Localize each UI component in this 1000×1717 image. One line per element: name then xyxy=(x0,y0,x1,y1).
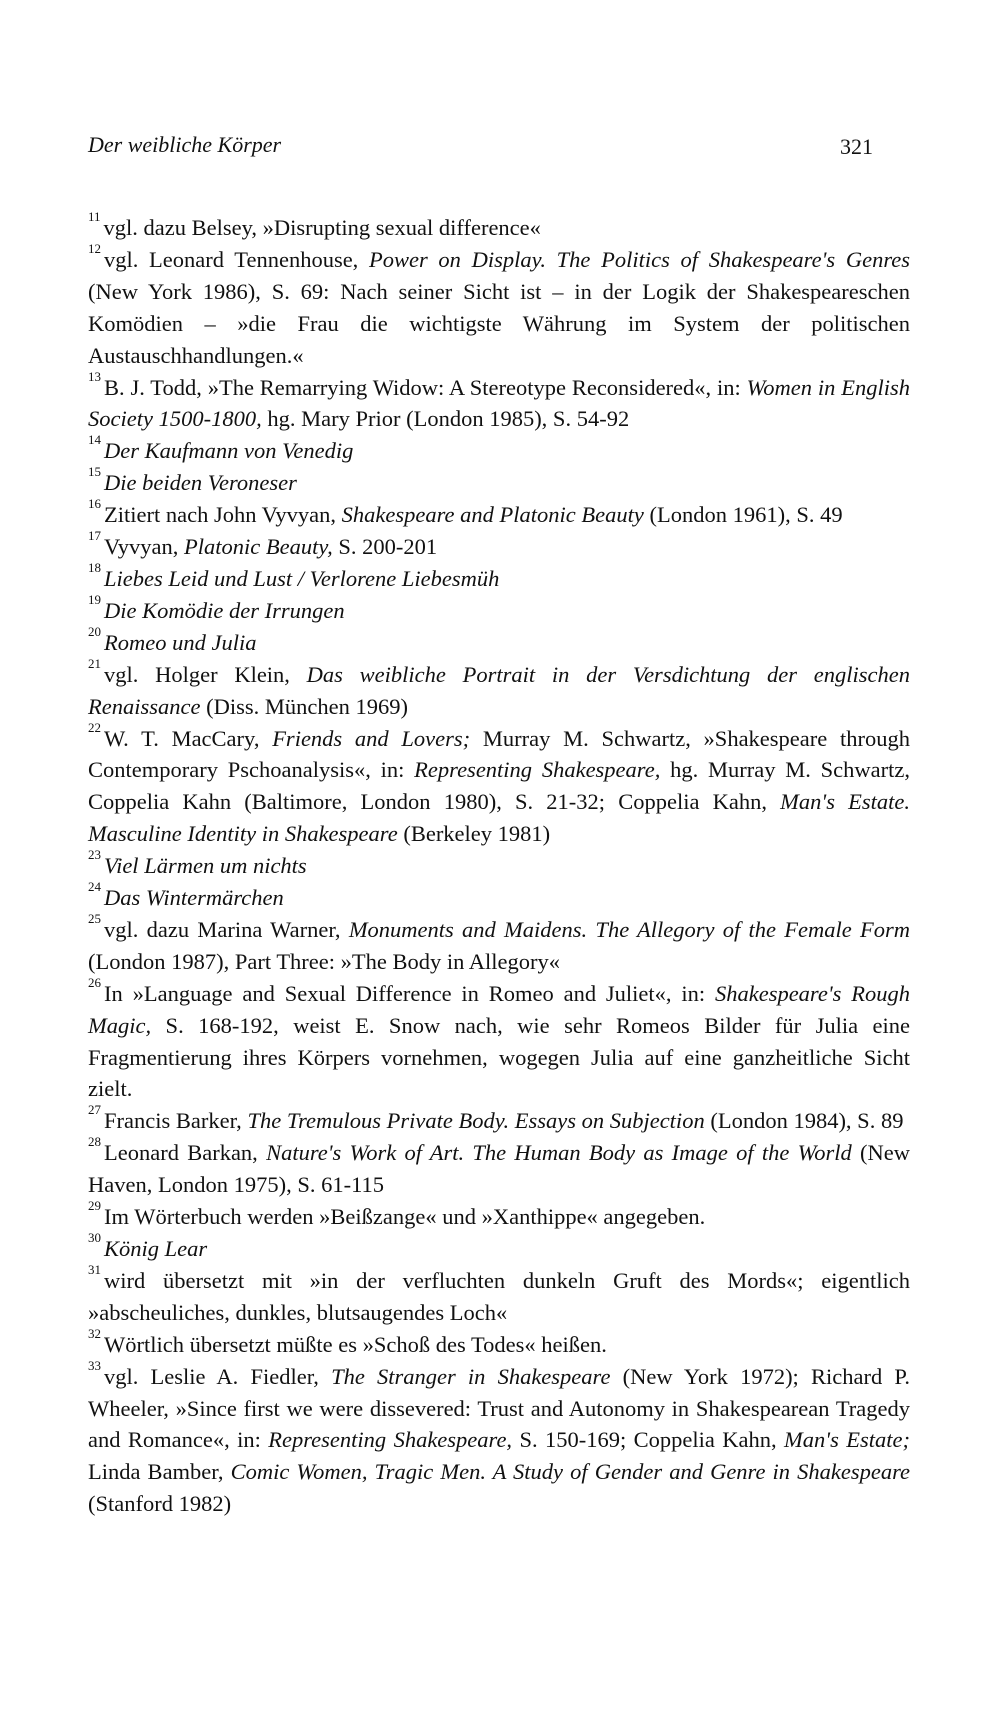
footnote-number: 14 xyxy=(88,432,101,448)
footnote-text: S. 168-192, weist E. Snow nach, wie sehr Romeos Bilder für Julia eine Fragmentierung ihres Körpers vornehmen, wogegen Julia auf eine ganzheitliche Sicht zielt. xyxy=(88,1012,910,1102)
footnote-26 xyxy=(88,974,910,1106)
footnote-title: Representing Shakespeare, xyxy=(414,757,661,783)
footnote-16 xyxy=(88,496,910,531)
footnote-number: 26 xyxy=(88,974,101,990)
footnote-text: (New York 1986), S. 69: Nach seiner Sicht ist – in der Logik der Shakespeareschen Komödien – »die Frau die wichtigste Währung im System der politischen Austauschhandlungen.« xyxy=(88,278,910,368)
footnote-13 xyxy=(88,368,910,436)
footnote-number: 16 xyxy=(88,496,101,512)
footnote-number: 29 xyxy=(88,1198,101,1214)
footnote-30 xyxy=(88,1230,910,1265)
footnote-text: Murray M. Schwartz, »Shakespeare through Contemporary Pschoanalysis«, in: xyxy=(88,725,910,783)
footnote-number: 20 xyxy=(88,623,101,639)
footnote-title: Shakespeare's Rough Magic, xyxy=(88,980,910,1038)
footnote-number: 11 xyxy=(88,209,101,224)
footnote-number: 12 xyxy=(88,240,101,256)
footnote-text: (London 1984), S. 89 xyxy=(704,1108,904,1134)
footnote-title: Das Wintermärchen xyxy=(104,885,284,911)
footnote-title: Man's Estate; xyxy=(784,1427,910,1453)
footnote-text: S. 150-169; Coppelia Kahn, xyxy=(512,1427,785,1453)
footnote-23 xyxy=(88,847,910,882)
footnote-number: 23 xyxy=(88,847,101,863)
footnote-text: Wörtlich übersetzt müßte es »Schoß des Todes« heißen. xyxy=(104,1331,607,1357)
footnote-17 xyxy=(88,528,910,563)
footnote-text: vgl. Holger Klein, xyxy=(104,661,307,687)
footnote-19 xyxy=(88,591,910,627)
footnote-title: Women in English Society 1500-1800, xyxy=(88,374,910,432)
footnote-text: In »Language and Sexual Difference in Romeo and Juliet«, in: xyxy=(104,980,715,1006)
footnote-text: (Diss. München 1969) xyxy=(200,693,408,719)
footnote-text: Im Wörterbuch werden »Beißzange« und »Xanthippe« angegeben. xyxy=(104,1204,706,1230)
footnote-title: Liebes Leid und Lust / Verlorene Liebesmüh xyxy=(104,565,500,591)
footnote-number: 17 xyxy=(88,528,101,544)
footnote-text: vgl. Leslie A. Fiedler, xyxy=(104,1363,332,1389)
footnote-32 xyxy=(88,1325,910,1361)
footnote-21 xyxy=(88,655,910,723)
footnote-text: S. 200-201 xyxy=(332,534,438,560)
footnote-title: Die beiden Veroneser xyxy=(104,470,297,496)
footnote-title: Der Kaufmann von Venedig xyxy=(104,438,354,464)
footnote-text: vgl. dazu Belsey, »Disrupting sexual difference« xyxy=(103,215,541,240)
footnote-11 xyxy=(88,209,910,244)
running-head: Der weibliche Körper xyxy=(88,132,282,157)
footnote-number: 24 xyxy=(88,879,101,895)
footnote-title: Nature's Work of Art. The Human Body as Image of the World xyxy=(266,1140,852,1166)
footnote-28 xyxy=(88,1134,911,1201)
footnote-text: Vyvyan, xyxy=(104,534,184,560)
footnote-number: 19 xyxy=(88,591,101,607)
footnote-27 xyxy=(88,1102,910,1137)
footnote-text: (London 1987), Part Three: »The Body in Allegory« xyxy=(88,948,561,974)
footnote-14 xyxy=(88,432,910,467)
footnote-text: hg. Murray M. Schwartz, Coppelia Kahn (Baltimore, London 1980), S. 21-32; Coppelia Kahn, xyxy=(88,757,910,815)
footnote-number: 28 xyxy=(88,1134,101,1150)
footnote-20 xyxy=(88,623,910,659)
footnote-33 xyxy=(88,1357,910,1521)
footnote-title: Representing Shakespeare, xyxy=(268,1427,513,1453)
footnote-number: 30 xyxy=(88,1230,101,1245)
footnote-title: Viel Lärmen um nichts xyxy=(104,853,307,879)
footnote-29 xyxy=(88,1198,910,1233)
footnote-title: Monuments and Maidens. The Allegory of the Female Form xyxy=(348,916,910,942)
footnote-number: 32 xyxy=(88,1325,101,1341)
footnote-number: 13 xyxy=(88,368,101,384)
footnote-24 xyxy=(88,879,910,914)
footnote-title: The Tremulous Private Body. Essays on Subjection xyxy=(247,1108,705,1134)
footnote-number: 15 xyxy=(88,464,101,480)
footnote-text: Zitiert nach John Vyvyan, xyxy=(104,502,342,528)
footnote-number: 33 xyxy=(88,1357,101,1373)
footnote-title: König Lear xyxy=(104,1236,208,1261)
footnote-title: Friends and Lovers; xyxy=(272,725,471,751)
footnote-text: vgl. dazu Marina Warner, xyxy=(104,916,349,942)
footnote-text: Linda Bamber, xyxy=(88,1459,231,1485)
footnote-text: (London 1961), S. 49 xyxy=(643,502,843,528)
footnote-text: vgl. Leonard Tennenhouse, xyxy=(104,246,369,272)
footnote-text: Francis Barker, xyxy=(104,1108,248,1134)
footnote-title: Comic Women, Tragic Men. A Study of Gender and Genre in Shakespeare xyxy=(230,1459,910,1485)
footnote-title: The Stranger in Shakespeare xyxy=(331,1363,611,1389)
footnote-title: Platonic Beauty, xyxy=(184,534,333,560)
footnote-title: Shakespeare and Platonic Beauty xyxy=(341,502,644,528)
footnote-number: 22 xyxy=(88,719,101,735)
footnote-text: (New Haven, London 1975), S. 61-115 xyxy=(88,1140,911,1198)
footnote-text: Leonard Barkan, xyxy=(104,1140,267,1166)
footnote-text: (Berkeley 1981) xyxy=(397,821,551,847)
footnote-number: 18 xyxy=(88,559,101,575)
footnote-text: hg. Mary Prior (London 1985), S. 54-92 xyxy=(261,406,630,432)
footnote-text: W. T. MacCary, xyxy=(104,725,273,751)
footnote-text: wird übersetzt mit »in der verfluchten dunkeln Gruft des Mords«; eigentlich »abscheuliches, dunkles, blutsaugendes Loch« xyxy=(88,1267,910,1325)
footnote-number: 21 xyxy=(88,655,101,671)
footnote-title: Romeo und Julia xyxy=(104,629,257,655)
footnote-text: (Stanford 1982) xyxy=(88,1491,232,1517)
page-number: 321 xyxy=(840,134,873,159)
footnote-15 xyxy=(88,464,910,499)
footnote-12 xyxy=(88,240,910,372)
footnote-25 xyxy=(88,910,910,978)
footnote-title: Das weibliche Portrait in der Versdichtung der englischen Renaissance xyxy=(88,661,910,719)
footnote-18 xyxy=(88,559,910,595)
footnotes-list xyxy=(88,209,911,1520)
footnote-text: B. J. Todd, »The Remarrying Widow: A Stereotype Reconsidered«, in: xyxy=(104,374,747,400)
footnote-text: (New York 1972); Richard P. Wheeler, »Since first we were dissevered: Trust and Autonomy in Shakespearean Tragedy and Romance«, in: xyxy=(88,1363,910,1453)
footnote-number: 25 xyxy=(88,910,101,926)
footnote-number: 27 xyxy=(88,1102,101,1118)
footnote-title: Man's Estate. Masculine Identity in Shakespeare xyxy=(88,789,910,847)
footnote-31 xyxy=(88,1261,910,1329)
footnote-title: Power on Display. The Politics of Shakespeare's Genres xyxy=(369,246,910,272)
footnote-number: 31 xyxy=(88,1261,101,1277)
footnote-title: Die Komödie der Irrungen xyxy=(104,597,345,623)
footnote-22 xyxy=(88,719,910,851)
